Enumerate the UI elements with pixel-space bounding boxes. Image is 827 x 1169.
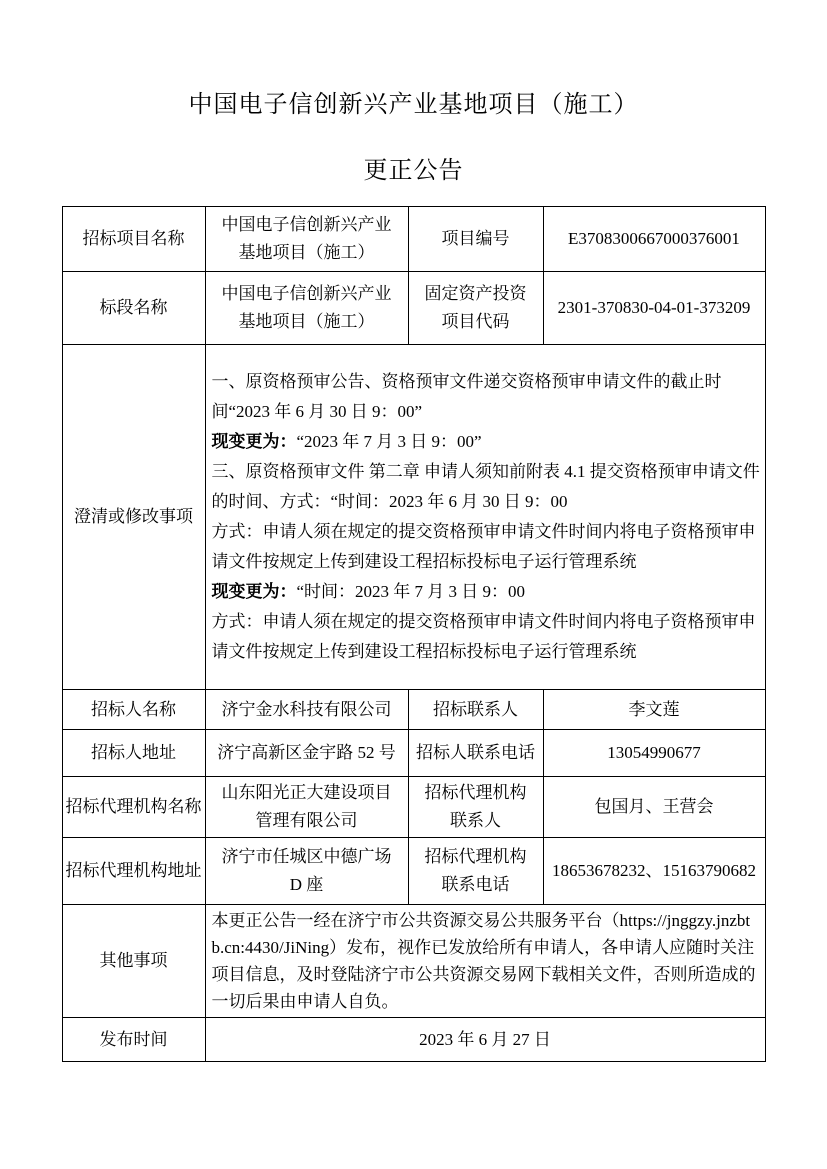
clarification-content	[205, 345, 765, 690]
row-clarification	[62, 345, 765, 690]
row-tenderer-name	[62, 690, 765, 730]
agency-contact-label	[408, 777, 543, 838]
agency-phone-value: 18653678232、15163790682	[543, 838, 765, 905]
clarification-label: 澄清或修改事项	[62, 345, 205, 690]
row-project	[62, 207, 765, 272]
project-number-label: 项目编号	[408, 207, 543, 272]
row-agency-name	[62, 777, 765, 838]
tenderer-phone-value: 13054990677	[543, 730, 765, 777]
clarification-paragraph-2: 现变更为：“2023 年 7 月 3 日 9：00”	[211, 432, 482, 451]
clarification-paragraph-5: 现变更为：“时间：2023 年 7 月 3 日 9：00	[211, 582, 526, 601]
agency-contact-label-line1: 招标代理机构	[424, 783, 527, 802]
row-section	[62, 272, 765, 345]
investment-code-label-line1: 固定资产投资	[424, 284, 527, 303]
section-name-value: 中国电子信创新兴产业基地项目（施工）	[205, 272, 408, 345]
tenderer-name-value: 济宁金水科技有限公司	[205, 690, 408, 730]
tenderer-address-value: 济宁高新区金宇路 52 号	[205, 730, 408, 777]
agency-name-value: 山东阳光正大建设项目管理有限公司	[205, 777, 408, 838]
investment-code-label	[408, 272, 543, 345]
agency-phone-label	[408, 838, 543, 905]
announcement-table	[62, 206, 766, 1062]
row-agency-address	[62, 838, 765, 905]
row-publish-date	[62, 1018, 765, 1062]
publish-date-label: 发布时间	[62, 1018, 205, 1062]
project-name-label: 招标项目名称	[62, 207, 205, 272]
tenderer-contact-value: 李文莲	[543, 690, 765, 730]
section-name-label: 标段名称	[62, 272, 205, 345]
publish-date-value: 2023 年 6 月 27 日	[205, 1018, 765, 1062]
investment-code-value: 2301-370830-04-01-373209	[543, 272, 765, 345]
document-subtitle: 更正公告	[363, 158, 464, 184]
clarification-paragraph-1: 一、原资格预审公告、资格预审文件递交资格预审申请文件的截止时间“2023 年 6 月 30 日 9：00”	[211, 372, 722, 421]
row-other-matters	[62, 905, 765, 1018]
project-number-value: E3708300667000376001	[543, 207, 765, 272]
agency-phone-label-line1: 招标代理机构	[424, 847, 527, 866]
project-name-value: 中国电子信创新兴产业基地项目（施工）	[205, 207, 408, 272]
agency-name-label: 招标代理机构名称	[62, 777, 205, 838]
other-matters-label: 其他事项	[62, 905, 205, 1018]
clarification-paragraph-4: 方式：申请人须在规定的提交资格预审申请文件时间内将电子资格预审申请文件按规定上传到建设工程招标投标电子运行管理系统	[211, 522, 756, 571]
agency-phone-label-line2: 联系电话	[441, 875, 510, 894]
tenderer-contact-label: 招标联系人	[408, 690, 543, 730]
other-matters-text: 本更正公告一经在济宁市公共资源交易公共服务平台（https://jnggzy.jnzbtb.cn:4430/JiNing）发布，视作已发放给所有申请人，各申请人应随时关注项目信息，及时登陆济宁市公共资源交易网下载相关文件，否则所造成的一切后果由申请人自负。	[205, 905, 765, 1018]
document-title: 中国电子信创新兴产业基地项目（施工）	[188, 92, 639, 118]
row-tenderer-address	[62, 730, 765, 777]
tenderer-address-label: 招标人地址	[62, 730, 205, 777]
agency-address-label: 招标代理机构地址	[62, 838, 205, 905]
clarification-paragraph-3: 三、原资格预审文件 第二章 申请人须知前附表 4.1 提交资格预审申请文件的时间、方式：“时间：2023 年 6 月 30 日 9：00	[211, 462, 760, 511]
agency-contact-label-line2: 联系人	[450, 811, 501, 830]
clarification-paragraph-6: 方式：申请人须在规定的提交资格预审申请文件时间内将电子资格预审申请文件按规定上传到建设工程招标投标电子运行管理系统	[211, 612, 756, 661]
agency-contact-value: 包国月、王营会	[543, 777, 765, 838]
tenderer-phone-label: 招标人联系电话	[408, 730, 543, 777]
agency-address-value: 济宁市任城区中德广场 D 座	[205, 838, 408, 905]
investment-code-label-line2: 项目代码	[441, 312, 510, 331]
tenderer-name-label: 招标人名称	[62, 690, 205, 730]
